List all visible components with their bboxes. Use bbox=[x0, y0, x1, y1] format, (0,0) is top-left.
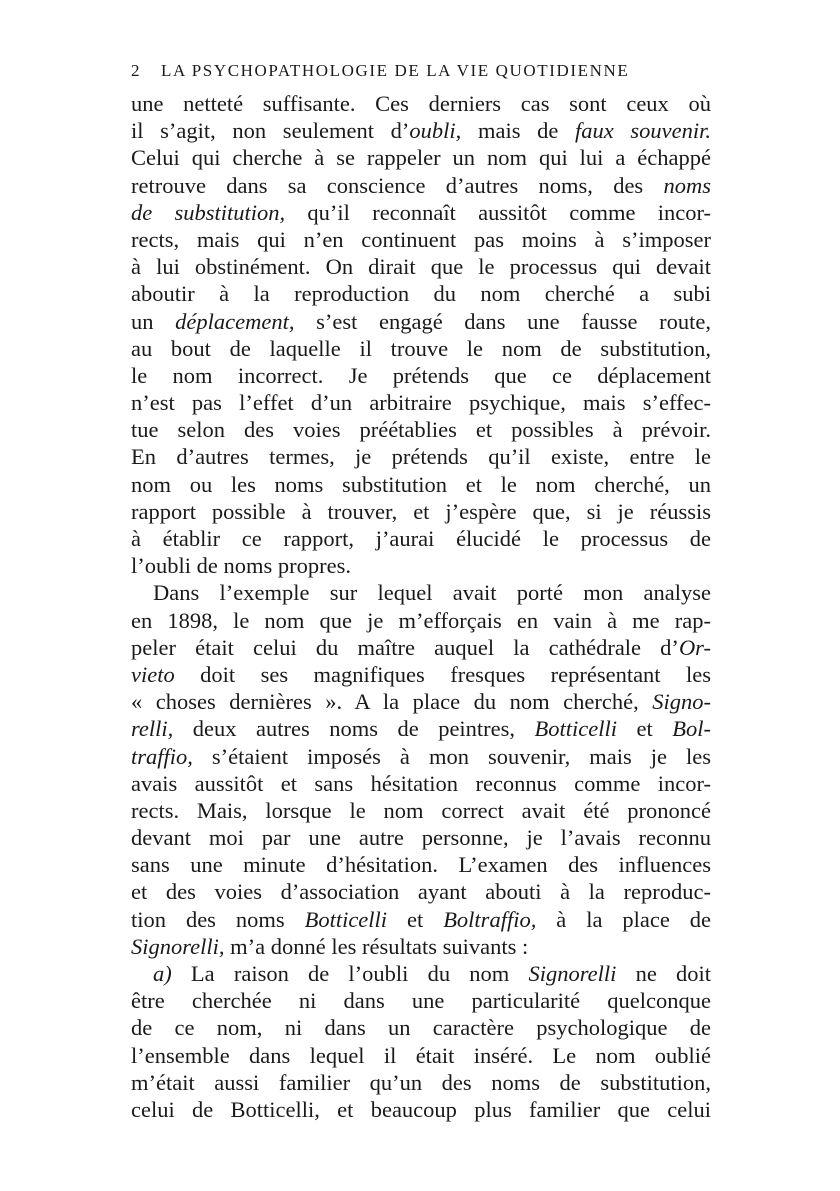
text-run: rects, mais qui n’en continuent pas moins à s’imposer bbox=[131, 226, 711, 252]
text-run: et bbox=[387, 906, 444, 932]
text-run: rects. Mais, lorsque le nom correct avait été prononcé bbox=[131, 797, 711, 823]
text-run: sans une minute d’hésitation. L’examen des influences bbox=[131, 852, 711, 878]
italic-text: Botticelli bbox=[304, 906, 388, 932]
text-line bbox=[131, 253, 711, 280]
text-run: rapport possible à trouver, et j’espère que, si je réussis bbox=[131, 498, 711, 524]
text-run: En d’autres termes, je prétends qu’il existe, entre le bbox=[131, 444, 711, 470]
text-line bbox=[131, 308, 711, 335]
text-line bbox=[131, 416, 711, 443]
text-run: peler était celui du maître auquel la cathédrale d’ bbox=[131, 634, 679, 660]
body-text bbox=[131, 90, 711, 1123]
italic-text: de substitution, bbox=[131, 199, 286, 225]
text-line bbox=[131, 280, 711, 307]
text-line bbox=[131, 634, 711, 661]
italic-text: Bol- bbox=[672, 716, 711, 742]
text-run: retrouve dans sa conscience d’autres noms, des bbox=[131, 172, 664, 198]
italic-text: Signorelli, bbox=[131, 933, 225, 959]
text-run: n’est pas l’effet d’un arbitraire psychique, mais s’effec- bbox=[131, 390, 711, 416]
text-line bbox=[131, 1096, 711, 1123]
text-run: m’a donné les résultats suivants : bbox=[224, 933, 529, 959]
text-run: de ce nom, ni dans un caractère psychologique de bbox=[131, 1015, 711, 1041]
text-line bbox=[131, 987, 711, 1014]
text-line bbox=[131, 906, 711, 933]
text-line bbox=[131, 715, 711, 742]
text-run: en 1898, le nom que je m’efforçais en vain à me rap- bbox=[131, 607, 711, 633]
text-run: devant moi par une autre personne, je l’avais reconnu bbox=[131, 825, 711, 851]
text-run: nom ou les noms substitution et le nom cherché, un bbox=[131, 471, 711, 497]
text-line bbox=[131, 797, 711, 824]
text-line bbox=[131, 1069, 711, 1096]
page-number: 2 bbox=[131, 61, 142, 80]
text-line bbox=[131, 389, 711, 416]
text-line bbox=[131, 90, 711, 117]
text-run: et bbox=[617, 716, 673, 742]
text-line bbox=[131, 226, 711, 253]
text-run: à établir ce rapport, j’aurai élucidé le processus de bbox=[131, 526, 711, 551]
italic-text: a) bbox=[153, 961, 172, 986]
text-line bbox=[131, 552, 711, 579]
italic-text: oubli, bbox=[409, 118, 462, 144]
italic-text: Boltraffio, bbox=[443, 906, 537, 932]
italic-text: déplacement, bbox=[175, 308, 295, 334]
text-line bbox=[131, 335, 711, 362]
text-run: deux autres noms de peintres, bbox=[173, 716, 535, 742]
text-run: Celui qui cherche à se rappeler un nom qui lui a échappé bbox=[131, 145, 711, 171]
text-line bbox=[131, 1042, 711, 1069]
italic-text: Or- bbox=[678, 634, 711, 660]
text-run: tion des noms bbox=[131, 906, 305, 932]
text-line bbox=[131, 851, 711, 878]
italic-text: traffio, bbox=[131, 743, 193, 769]
text-line bbox=[131, 525, 711, 552]
italic-text: relli, bbox=[131, 716, 174, 742]
text-line bbox=[131, 933, 711, 960]
italic-text: Signo- bbox=[652, 689, 711, 715]
text-run: doit ses magnifiques fresques représentant les bbox=[174, 661, 711, 687]
text-run: au bout de laquelle il trouve le nom de substitution, bbox=[131, 335, 711, 361]
text-line bbox=[131, 743, 711, 770]
text-run: qu’il reconnaît aussitôt comme incor- bbox=[285, 199, 711, 225]
text-run: aboutir à la reproduction du nom cherché a subi bbox=[131, 281, 711, 307]
text-line bbox=[131, 960, 711, 987]
text-run: m’était aussi familier qu’un des noms de substitution, bbox=[131, 1069, 711, 1095]
text-run: « choses dernières ». A la place du nom cherché, bbox=[131, 689, 653, 715]
text-line bbox=[131, 688, 711, 715]
text-run: à lui obstinément. On dirait que le processus qui devait bbox=[131, 254, 711, 280]
text-run: une netteté suffisante. Ces derniers cas sont ceux où bbox=[131, 91, 711, 116]
italic-text: faux souvenir. bbox=[575, 118, 711, 144]
text-run: être cherchée ni dans une particularité quelconque bbox=[131, 988, 711, 1014]
text-run: Dans l’exemple sur lequel avait porté mon analyse bbox=[153, 580, 711, 606]
text-line bbox=[131, 661, 711, 688]
italic-text: noms bbox=[663, 172, 711, 198]
text-run: il s’agit, non seulement d’ bbox=[131, 118, 410, 144]
text-run: ne doit bbox=[616, 961, 711, 986]
text-line bbox=[131, 172, 711, 199]
text-run: un bbox=[131, 308, 176, 334]
text-line bbox=[131, 770, 711, 797]
text-line bbox=[131, 878, 711, 905]
text-line bbox=[131, 199, 711, 226]
text-run: mais de bbox=[461, 118, 575, 144]
italic-text: Botticelli bbox=[534, 716, 618, 742]
text-run: et des voies d’association ayant abouti à la reproduc- bbox=[131, 879, 711, 905]
text-run: tue selon des voies préétablies et possibles à prévoir. bbox=[131, 417, 711, 443]
text-run: avais aussitôt et sans hésitation reconnus comme incor- bbox=[131, 770, 711, 796]
text-line bbox=[131, 824, 711, 851]
running-title: LA PSYCHOPATHOLOGIE DE LA VIE QUOTIDIENNE bbox=[160, 61, 630, 80]
text-line bbox=[131, 443, 711, 470]
text-line bbox=[131, 607, 711, 634]
text-line bbox=[131, 144, 711, 171]
italic-text: vieto bbox=[131, 661, 175, 687]
text-run: s’étaient imposés à mon souvenir, mais je les bbox=[192, 743, 711, 769]
text-run: le nom incorrect. Je prétends que ce déplacement bbox=[131, 362, 711, 388]
running-header bbox=[131, 56, 711, 86]
text-run: La raison de l’oubli du nom bbox=[171, 961, 529, 986]
text-run: l’oubli de noms propres. bbox=[131, 553, 351, 579]
text-line bbox=[131, 471, 711, 498]
text-run: s’est engagé dans une fausse route, bbox=[294, 308, 711, 334]
book-page bbox=[131, 56, 711, 1123]
text-line bbox=[131, 117, 711, 144]
text-run: à la place de bbox=[536, 906, 711, 932]
text-line bbox=[131, 579, 711, 606]
text-run: celui de Botticelli, et beaucoup plus familier que celui bbox=[131, 1096, 711, 1122]
text-line bbox=[131, 362, 711, 389]
italic-text: Signorelli bbox=[528, 961, 617, 986]
text-line bbox=[131, 498, 711, 525]
text-run: l’ensemble dans lequel il était inséré. Le nom oublié bbox=[131, 1042, 711, 1068]
text-line bbox=[131, 1014, 711, 1041]
